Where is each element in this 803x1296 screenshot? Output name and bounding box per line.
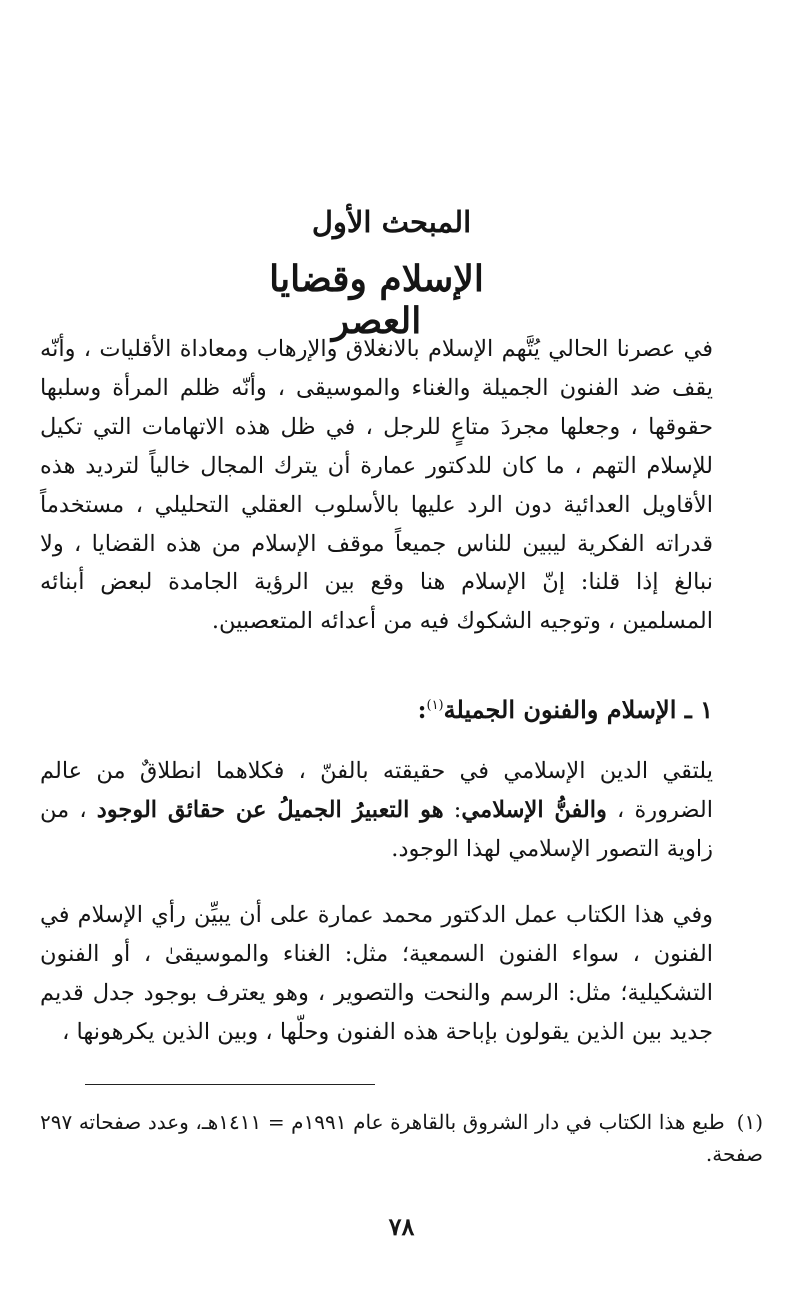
page-number: ٧٨: [388, 1212, 415, 1241]
intro-paragraph: في عصرنا الحالي يُتَّهم الإسلام بالانغلاق والإرهاب ومعاداة الأقليات ، وأنّه يقف ضد الفنون الجميلة والغناء والموسيقى ، وأنّه ظلم المرأة وسلبها حقوقها ، وجعلها مجردَ متاعٍ للرجل ، في ظل هذه الاتهامات التي تكيل للإسلام التهم ، ما كان للدكتور عمارة أن يترك المجال خالياً لترديد هذه الأقاويل العدائية دون الرد عليها بالأسلوب العقلي التحليلي ، مستخدماً قدراته الفكرية ليبين للناس جميعاً موقف الإسلام من هذه القضايا ، ولا نبالغ إذا قلنا: إنّ الإسلام هنا وقع بين الرؤية الجامدة لبعض أبنائه المسلمين ، وتوجيه الشكوك فيه من أعدائه المتعصبين.: [40, 336, 713, 635]
para2-bold-definition: هو التعبيرُ الجميلُ عن حقائق الوجود: [96, 796, 444, 823]
footnote-divider: [85, 1084, 375, 1085]
footnote-reference[interactable]: (١): [426, 698, 444, 713]
subsection-colon: :: [417, 695, 427, 724]
book-summary-paragraph: وفي هذا الكتاب عمل الدكتور محمد عمارة على أن يبيِّن رأي الإسلام في الفنون ، سواء الفنون السمعية؛ مثل: الغناء والموسيقىٰ ، أو الفنون التشكيلية؛ مثل: الرسم والنحت والتصوير ، وهو يعترف بوجود جدل قديم جديد بين الذين يقولون بإباحة هذه الفنون وحلّها ، وبين الذين يكرهونها ،: [40, 902, 713, 1045]
section-title: الإسلام وقضايا العصر: [269, 258, 484, 342]
subsection-title: ١ ـ الإسلام والفنون الجميلة: [443, 695, 713, 724]
footnote: [40, 1106, 763, 1170]
footnote-text: طبع هذا الكتاب في دار الشروق بالقاهرة عام ١٩٩١م = ١٤١١هـ، وعدد صفحاته ٢٩٧ صفحة.: [40, 1110, 763, 1166]
subsection-heading: [300, 695, 713, 724]
para2-part1: يلتقي الدين الإسلامي في حقيقته بالفنّ ، فكلاهما انطلاقٌ من عالم الضرورة ،: [40, 758, 714, 823]
para2-part3: ، من زاوية التصور الإسلامي لهذا الوجود.: [40, 796, 713, 862]
para2-bold-term: والفنُّ الإسلامي: [461, 796, 607, 823]
art-definition-paragraph: [40, 752, 713, 869]
para2-part2: :: [443, 796, 462, 823]
footnote-number: (١): [736, 1110, 763, 1134]
section-label: المبحث الأول: [311, 205, 472, 239]
